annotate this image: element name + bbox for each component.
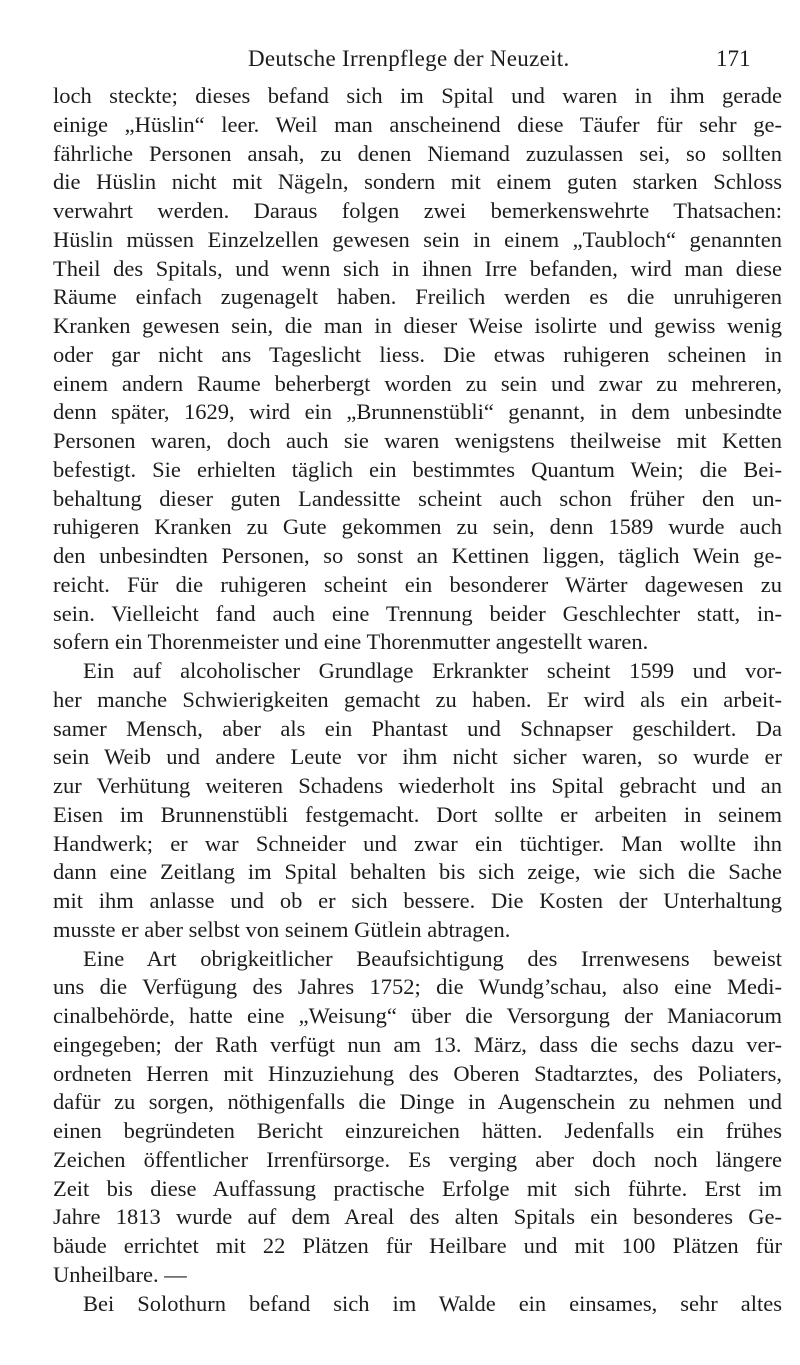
- paragraph-end-line: musste er aber selbst von seinem Gütlein abtragen.: [53, 916, 511, 942]
- paragraph-end-line: sofern ein Thorenmeister und eine Thorenmutter angestellt waren.: [53, 629, 649, 655]
- text-line: denn später, 1629, wird ein „Brunnenstübli“ genannt, in dem unbesindte: [53, 399, 782, 425]
- text-line: befestigt. Sie erhielten täglich ein bestimmtes Quantum Wein; die Bei-: [53, 456, 782, 482]
- text-line: behaltung dieser guten Landessitte scheint auch schon früher den un-: [53, 485, 782, 511]
- text-line: samer Mensch, aber als ein Phantast und Schnapser geschildert. Da: [53, 715, 782, 741]
- paragraph-end-line: Unheilbare. —: [53, 1261, 187, 1287]
- text-line: den unbesindten Personen, so sonst an Kettinen liggen, täglich Wein ge-: [53, 543, 782, 568]
- page-number: 171: [716, 46, 751, 71]
- text-line: cinalbehörde, hatte eine „Weisung“ über die Versorgung der Maniacorum: [53, 1003, 782, 1028]
- text-line: her manche Schwierigkeiten gemacht zu haben. Er wird als ein arbeit-: [53, 686, 782, 712]
- text-line: einem andern Raume beherbergt worden zu sein und zwar zu mehreren,: [53, 370, 782, 396]
- text-line: Handwerk; er war Schneider und zwar ein tüchtiger. Man wollte ihn: [53, 830, 782, 856]
- text-line: reicht. Für die ruhigeren scheint ein besonderer Wärter dagewesen zu: [53, 571, 782, 597]
- text-line: Zeit bis diese Auffassung practische Erfolge mit sich führte. Erst im: [53, 1175, 782, 1201]
- text-line: oder gar nicht ans Tageslicht liess. Die etwas ruhigeren scheinen in: [53, 341, 782, 367]
- text-line: Räume einfach zugenagelt haben. Freilich werden es die unruhigeren: [53, 284, 782, 310]
- text-line: uns die Verfügung des Jahres 1752; die Wundg’schau, also eine Medi-: [53, 974, 782, 1000]
- text-line: sein Weib und andere Leute vor ihm nicht sicher waren, so wurde er: [53, 744, 782, 770]
- text-line: mit ihm anlasse und ob er sich bessere. Die Kosten der Unterhaltung: [53, 888, 782, 913]
- body-text: [53, 82, 782, 1318]
- text-line: fährliche Personen ansah, zu denen Niemand zuzulassen sei, so sollten: [53, 140, 782, 166]
- text-line: einige „Hüslin“ leer. Weil man anscheinend diese Täufer für sehr ge-: [53, 111, 782, 137]
- running-title: Deutsche Irrenpflege der Neuzeit.: [248, 46, 570, 71]
- text-line: verwahrt werden. Daraus folgen zwei bemerkenswehrte Thatsachen:: [53, 198, 782, 223]
- text-line: die Hüslin nicht mit Nägeln, sondern mit einem guten starken Schloss: [53, 169, 782, 195]
- text-line: Hüslin müssen Einzelzellen gewesen sein in einem „Taubloch“ genannten: [53, 226, 782, 252]
- paragraph-start-line: Bei Solothurn befand sich im Walde ein einsames, sehr altes: [83, 1290, 782, 1316]
- text-line: Eisen im Brunnenstübli festgemacht. Dort sollte er arbeiten in seinem: [53, 801, 782, 827]
- text-line: eingegeben; der Rath verfügt nun am 13. März, dass die sechs dazu ver-: [53, 1031, 782, 1057]
- text-line: dafür zu sorgen, nöthigenfalls die Dinge in Augenschein zu nehmen und: [53, 1089, 782, 1115]
- text-line: Zeichen öffentlicher Irrenfürsorge. Es verging aber doch noch längere: [53, 1146, 782, 1172]
- text-line: loch steckte; dieses befand sich im Spital und waren in ihm gerade: [53, 83, 782, 108]
- text-line: zur Verhütung weiteren Schadens wiederholt ins Spital gebracht und an: [53, 773, 782, 798]
- text-line: bäude errichtet mit 22 Plätzen für Heilbare und mit 100 Plätzen für: [53, 1233, 782, 1258]
- text-line: ruhigeren Kranken zu Gute gekommen zu sein, denn 1589 wurde auch: [53, 514, 782, 540]
- text-line: dann eine Zeitlang im Spital behalten bis sich zeige, wie sich die Sache: [53, 859, 782, 885]
- text-line: Theil des Spitals, und wenn sich in ihnen Irre befanden, wird man diese: [53, 255, 782, 281]
- text-line: ordneten Herren mit Hinzuziehung des Oberen Stadtarztes, des Poliaters,: [53, 1060, 782, 1086]
- text-line: einen begründeten Bericht einzureichen hätten. Jedenfalls ein frühes: [53, 1118, 782, 1143]
- text-line: Kranken gewesen sein, die man in dieser Weise isolirte und gewiss wenig: [53, 313, 782, 338]
- text-line: Jahre 1813 wurde auf dem Areal des alten Spitals ein besonderes Ge-: [53, 1204, 782, 1230]
- text-line: sein. Vielleicht fand auch eine Trennung beider Geschlechter statt, in-: [53, 600, 782, 626]
- paragraph-start-line: Eine Art obrigkeitlicher Beaufsichtigung des Irrenwesens beweist: [83, 945, 782, 971]
- paragraph-start-line: Ein auf alcoholischer Grundlage Erkrankter scheint 1599 und vor-: [83, 658, 782, 683]
- text-line: Personen waren, doch auch sie waren wenigstens theilweise mit Ketten: [53, 428, 782, 453]
